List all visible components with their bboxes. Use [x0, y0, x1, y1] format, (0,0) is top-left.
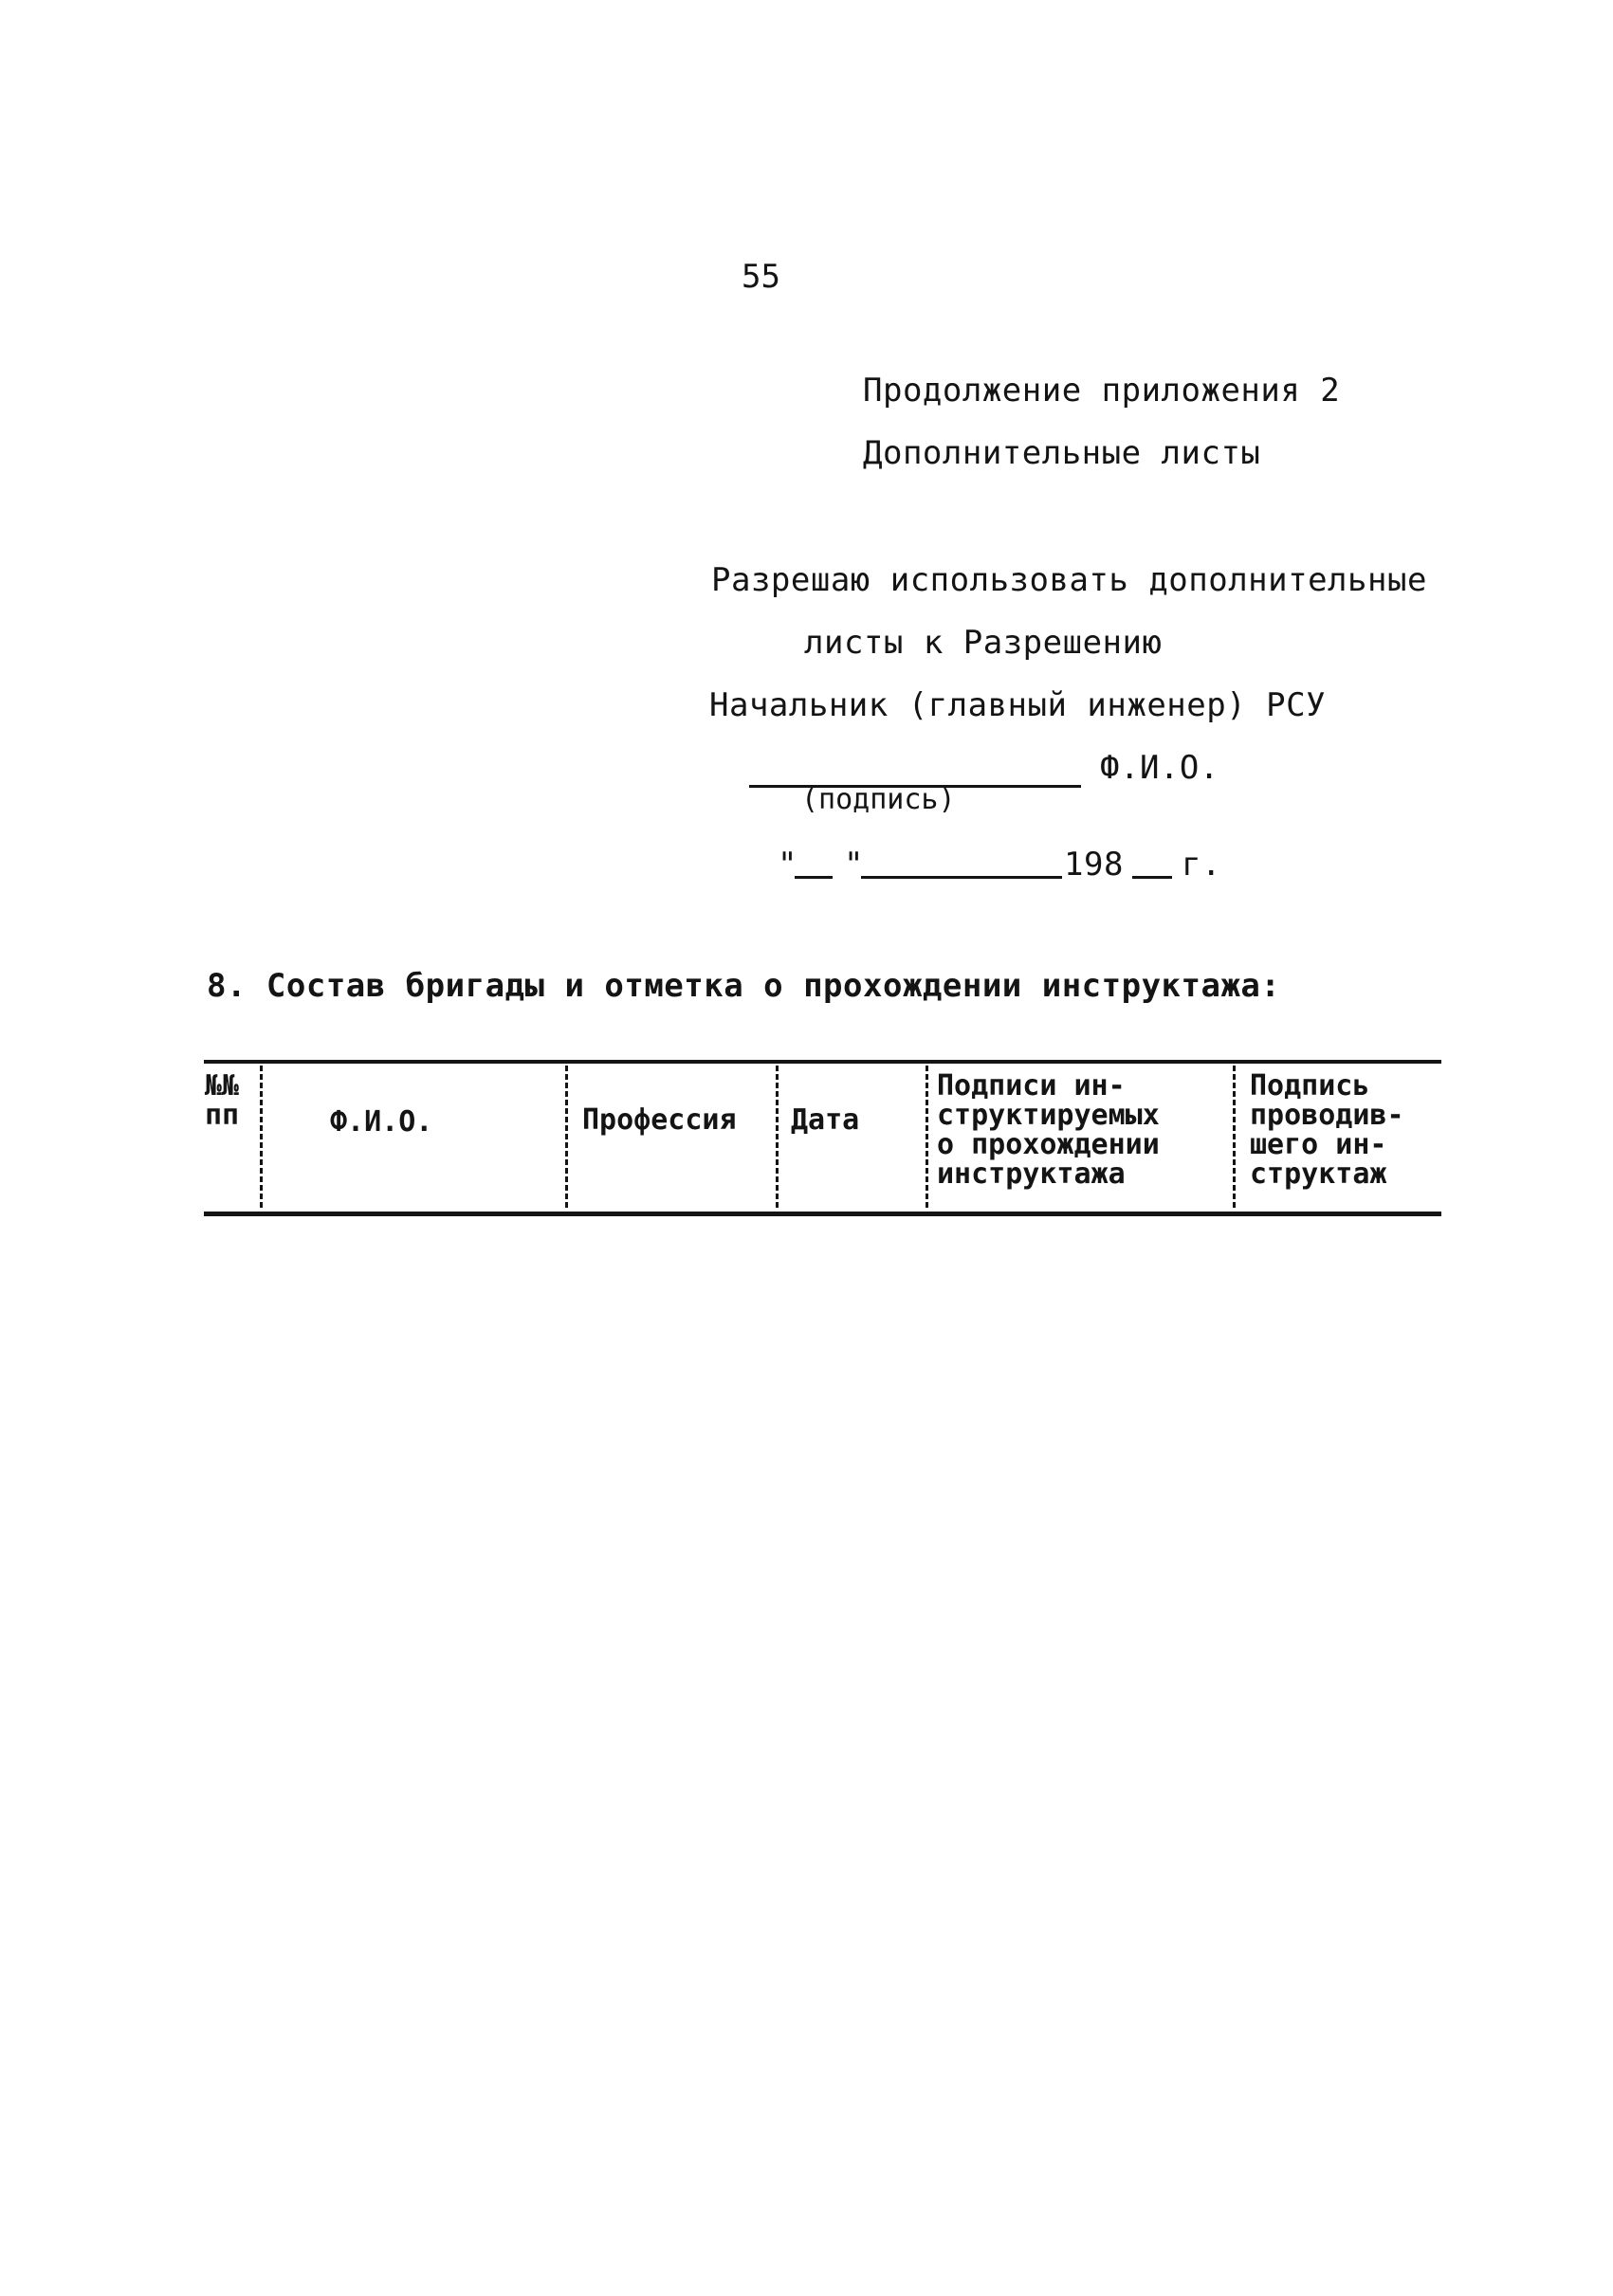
approval-statement-continued: листы к Разрешению — [804, 624, 1163, 662]
header-profession-line: Профессия — [582, 1103, 737, 1137]
header-instructor-signature-line: структаж — [1250, 1157, 1387, 1191]
table-top-rule — [204, 1060, 1441, 1064]
header-trainee-signatures — [937, 1071, 1160, 1189]
header-trainee-signatures-line: структируемых — [937, 1099, 1160, 1132]
header-instructor-signature-line: шего ин- — [1250, 1128, 1387, 1161]
signature-caption: (подпись) — [801, 783, 956, 816]
header-date — [791, 1105, 859, 1135]
column-separator — [1233, 1066, 1236, 1208]
header-instructor-signature — [1250, 1071, 1404, 1189]
approver-fio-label: Ф.И.О. — [1100, 749, 1219, 787]
header-instructor-signature-line: проводив- — [1250, 1099, 1404, 1132]
date-day-blank — [795, 876, 833, 879]
header-instructor-signature-line: Подпись — [1250, 1069, 1370, 1102]
header-date-line: Дата — [791, 1103, 860, 1137]
page-number: 55 — [742, 258, 780, 296]
appendix-title: Продолжение приложения 2 — [863, 372, 1341, 410]
header-trainee-signatures-line: о прохождении — [937, 1128, 1160, 1161]
header-profession — [582, 1105, 737, 1135]
header-fio-line: Ф.И.О. — [330, 1105, 433, 1139]
table-bottom-rule — [204, 1212, 1441, 1216]
date-year-prefix: 198 — [1064, 846, 1124, 884]
date-year-blank — [1132, 876, 1172, 879]
header-number — [205, 1071, 239, 1130]
header-number-line: №№ — [205, 1069, 240, 1102]
column-separator — [260, 1066, 263, 1208]
date-year-suffix: г. — [1182, 846, 1221, 884]
header-trainee-signatures-line: инструктажа — [937, 1157, 1126, 1191]
column-separator — [565, 1066, 568, 1208]
date-month-blank — [861, 876, 1062, 879]
approver-position: Начальник (главный инженер) РСУ — [709, 686, 1327, 724]
approval-statement: Разрешаю использовать дополнительные — [711, 561, 1427, 599]
header-number-line: пп — [205, 1099, 240, 1132]
column-separator — [776, 1066, 779, 1208]
column-separator — [926, 1066, 928, 1208]
section-heading: 8. Состав бригады и отметка о прохождении инструктажа: — [207, 967, 1281, 1005]
header-trainee-signatures-line: Подписи ин- — [937, 1069, 1126, 1102]
header-fio — [330, 1107, 432, 1137]
appendix-subtitle: Дополнительные листы — [863, 434, 1261, 472]
date-close-quote: " — [844, 846, 864, 884]
date-open-quote: " — [778, 846, 797, 884]
